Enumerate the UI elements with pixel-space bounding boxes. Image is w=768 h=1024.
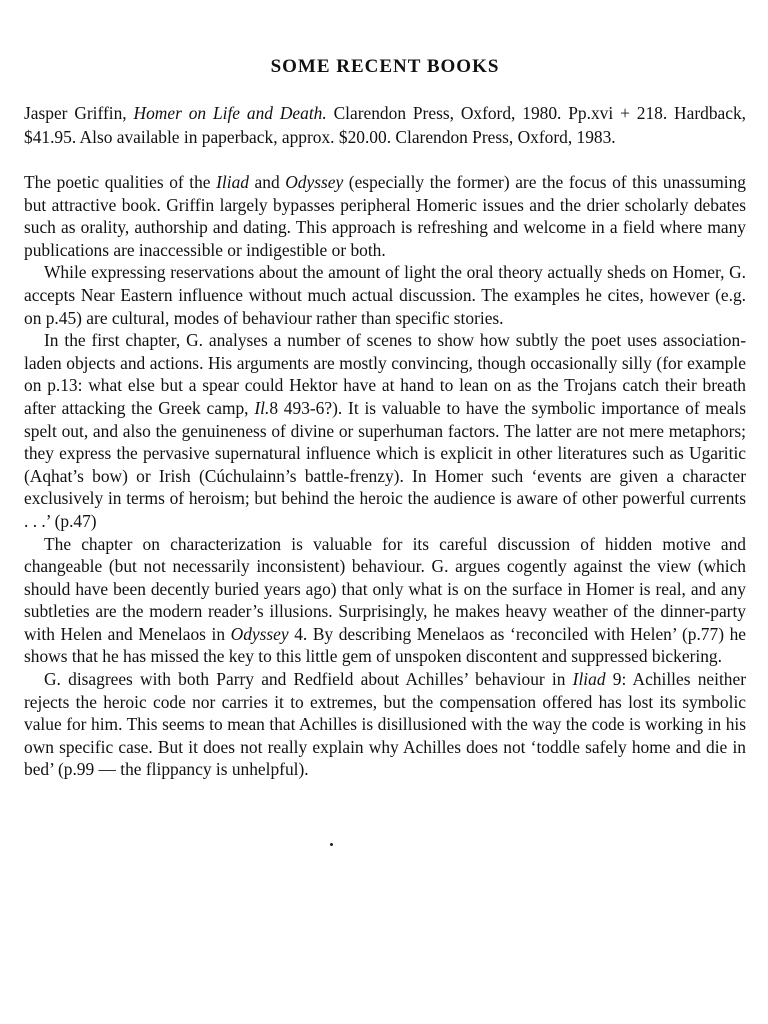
text-run: The chapter on characterization is valuable for its careful discussion of hidden motive and changeable (but not necessarily inconsistent) behaviour. G. argues cogently against the view (which should have been decently buried years ago) that only what is on the surface in Homer is real, and any subtleties are the modern reader’s illusions. Surprisingly, he makes heavy weather of the dinner-party with Helen and Menelaos in <box>24 533 746 644</box>
paragraph-4 <box>24 533 746 669</box>
text-run: 9: Achilles neither rejects the heroic code nor carries it to extremes, but the compensation offered has lost its symbolic value for him. This seems to mean that Achilles is disillusioned with the way the code is working in his own specific case. But it does not really explain why Achilles does not ‘toddle safely home and die in bed’ (p.99 — the flippancy is unhelpful). <box>24 669 746 780</box>
text-run: 4. By describing Menelaos as ‘reconciled with Helen’ (p.77) he shows that he has missed the key to this little gem of unspoken discontent and suppressed bickering. <box>24 623 746 667</box>
paragraph-3 <box>24 329 746 532</box>
section-heading: SOME RECENT BOOKS <box>270 56 500 77</box>
text-run: The poetic qualities of the <box>24 172 217 192</box>
citation-author: Jasper Griffin, <box>24 103 134 123</box>
text-run: and <box>248 172 286 192</box>
text-run: In the first chapter, G. analyses a number of scenes to show how subtly the poet uses association-laden objects and actions. His arguments are mostly convincing, though occasionally silly (for example on p.13: what else but a spear could Hektor have at hand to lean on as the Trojans catch their breath after attacking the Greek camp, <box>24 330 746 418</box>
citation-title: Homer on Life and Death. <box>133 103 327 123</box>
paragraph-5 <box>24 668 746 781</box>
italic-run: Odyssey <box>285 172 344 192</box>
paragraph-2 <box>24 261 746 329</box>
citation-details: Clarendon Press, Oxford, 1980. Pp.xvi + 218. Hardback, $41.95. Also available in paperback, approx. $20.00. Clarendon Press, Oxford, 1983. <box>24 103 746 147</box>
text-run: While expressing reservations about the amount of light the oral theory actually sheds on Homer, G. accepts Near Eastern influence without much actual discussion. The examples he cites, however (e.g. on p.45) are cultural, modes of behaviour rather than specific stories. <box>24 262 746 328</box>
text-run: G. disagrees with both Parry and Redfield about Achilles’ behaviour in <box>44 669 573 690</box>
book-citation <box>24 101 746 149</box>
text-run: 8 493-6?). It is valuable to have the symbolic importance of meals spelt out, and also the genuineness of divine or superhuman factors. The latter are not mere metaphors; they express the pervasive supernatural influence which is explicit in other literatures such as Ugaritic (Aqhat’s bow) or Irish (Cúchulainn’s battle-frenzy). In Homer such ‘events are given a character exclusively in terms of heroism; but behind the heroic the audience is aware of other powerful currents . . .’ (p.47) <box>24 397 746 531</box>
scan-speck <box>330 843 333 846</box>
text-run: (especially the former) are the focus of this unassuming but attractive book. Griffin largely bypasses peripheral Homeric issues and the drier scholarly debates such as orality, authorship and dating. This approach is refreshing and welcome in a field where many publications are inaccessible or indigestible or both. <box>24 172 746 260</box>
italic-run: Odyssey <box>230 623 289 644</box>
italic-run: Il. <box>254 397 270 418</box>
italic-run: Iliad <box>216 172 249 192</box>
review-page <box>24 55 746 781</box>
paragraph-1 <box>24 171 746 261</box>
italic-run: Iliad <box>572 669 606 690</box>
